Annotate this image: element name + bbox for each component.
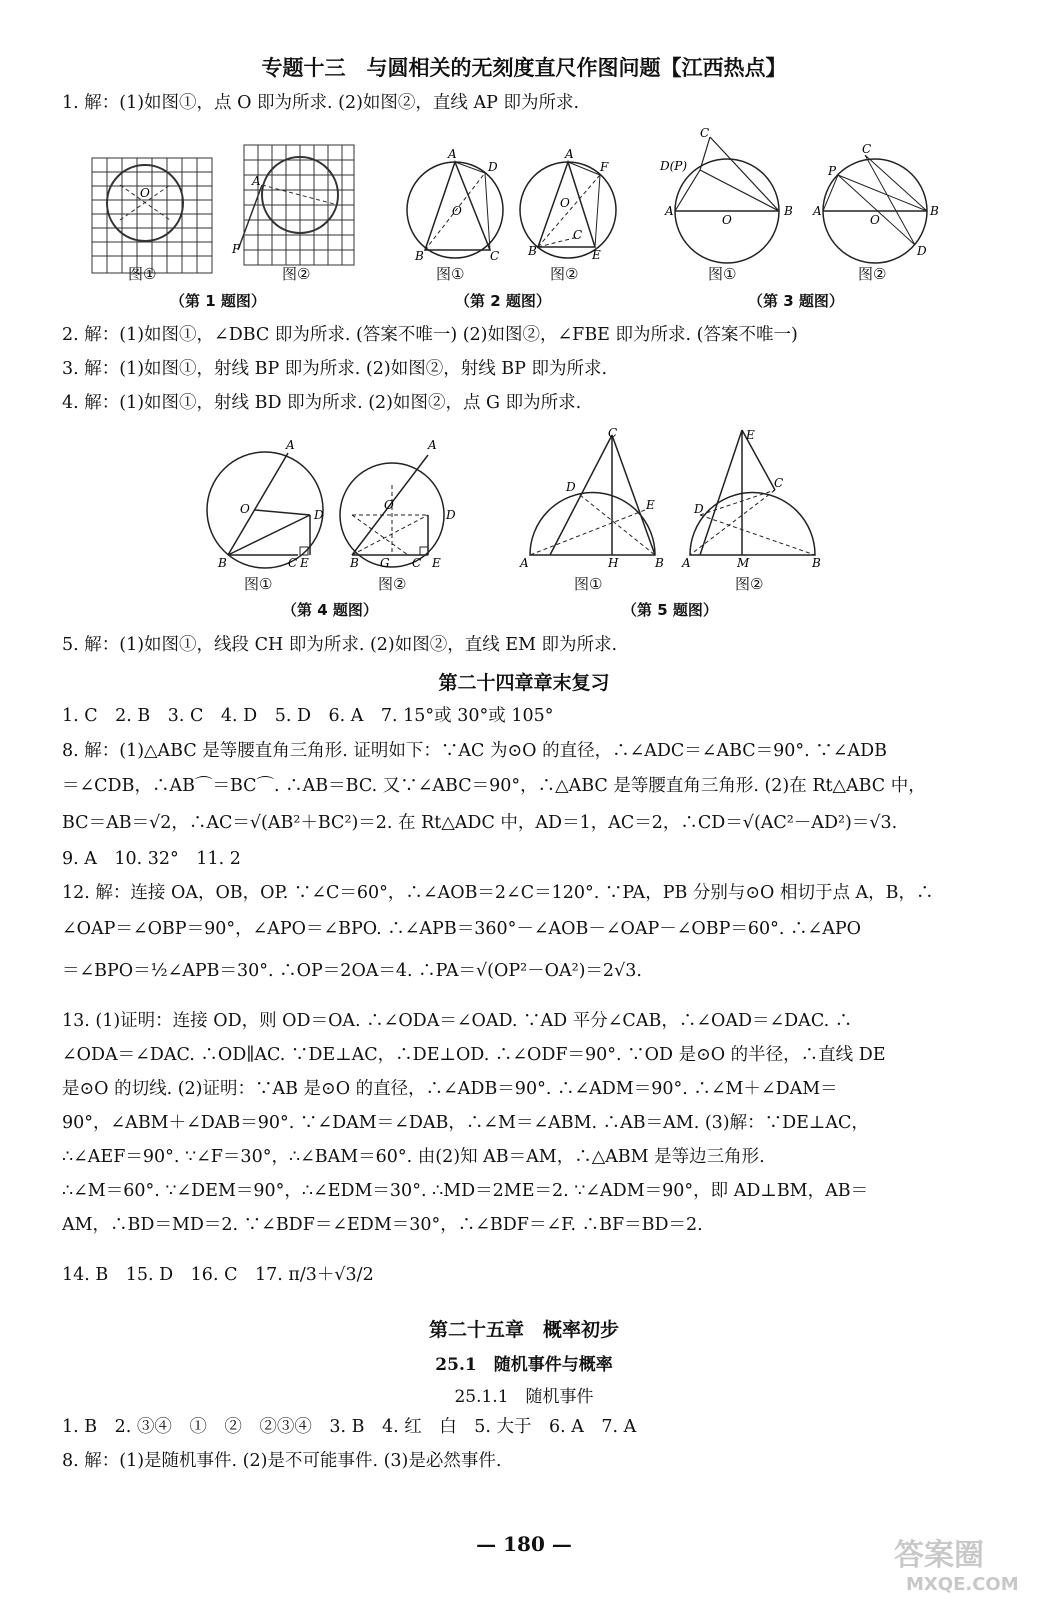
figure-caption: 图① xyxy=(574,575,603,593)
circle-figure-6 xyxy=(823,155,927,263)
svg-text:A: A xyxy=(286,438,295,452)
answer-line: ∴∠AEF＝90°. ∵∠F＝30°，∴∠BAM＝60°. 由(2)知 AB＝AM，∴△ABM 是等边三角形. xyxy=(62,1147,765,1167)
svg-text:H: H xyxy=(608,556,619,570)
svg-text:D: D xyxy=(446,508,456,522)
answer-line: 1. B 2. ③④ ① ② ②③④ 3. B 4. 红 白 5. 大于 6. A 7. A xyxy=(62,1417,637,1437)
svg-text:D(P): D(P) xyxy=(660,159,688,173)
svg-text:C: C xyxy=(862,142,872,156)
answer-line: 5. 解：(1)如图①，线段 CH 即为所求. (2)如图②，直线 EM 即为所求. xyxy=(62,635,618,655)
svg-text:答案圈: 答案圈 xyxy=(894,1538,984,1573)
svg-text:P: P xyxy=(828,164,837,178)
svg-text:B: B xyxy=(930,204,939,218)
subsection-title: 25.1.1 随机事件 xyxy=(454,1387,594,1407)
svg-text:D: D xyxy=(566,480,576,494)
svg-text:M: M xyxy=(737,556,750,570)
svg-text:A: A xyxy=(448,147,457,161)
svg-text:D: D xyxy=(314,508,324,522)
answer-line: 9. A 10. 32° 11. 2 xyxy=(62,849,241,869)
section-title: 第二十四章章末复习 xyxy=(438,672,610,694)
svg-text:O: O xyxy=(140,186,150,200)
answer-line: 3. 解：(1)如图①，射线 BP 即为所求. (2)如图②，射线 BP 即为所求. xyxy=(62,359,608,379)
figure-caption: 图① xyxy=(436,265,465,283)
svg-text:E: E xyxy=(432,556,441,570)
answer-line: 2. 解：(1)如图①，∠DBC 即为所求. (答案不唯一) (2)如图②，∠FBE 即为所求. (答案不唯一) xyxy=(62,325,798,345)
svg-text:O: O xyxy=(452,204,462,218)
svg-text:A: A xyxy=(682,556,691,570)
svg-text:A: A xyxy=(565,147,574,161)
page-number: — 180 — xyxy=(476,1532,572,1556)
svg-text:O: O xyxy=(384,498,394,512)
answer-line: 8. 解：(1)△ABC 是等腰直角三角形. 证明如下：∵AC 为⊙O 的直径，∴∠ADC＝∠ABC＝90°. ∵∠ADB xyxy=(62,741,888,761)
svg-text:P: P xyxy=(232,242,241,256)
svg-text:C: C xyxy=(774,476,784,490)
watermark-logo xyxy=(886,1530,1036,1595)
group-caption: （第 2 题图） xyxy=(455,292,551,310)
group-caption: （第 1 题图） xyxy=(170,292,266,310)
group-caption: （第 4 题图） xyxy=(282,601,378,619)
svg-text:O: O xyxy=(560,196,570,210)
group-caption: （第 5 题图） xyxy=(622,601,718,619)
svg-text:O: O xyxy=(870,213,880,227)
svg-text:A: A xyxy=(520,556,529,570)
svg-text:E: E xyxy=(300,556,309,570)
answer-line: 1. C 2. B 3. C 4. D 5. D 6. A 7. 15°或 30°或 105° xyxy=(62,706,554,726)
svg-text:C: C xyxy=(490,249,500,263)
svg-text:B: B xyxy=(528,244,537,258)
figure-row-1 xyxy=(0,125,1048,315)
svg-text:MXQE.COM: MXQE.COM xyxy=(906,1574,1019,1595)
svg-text:F: F xyxy=(600,160,609,174)
circle-figure-7 xyxy=(207,452,323,568)
answer-line: ∠ODA＝∠DAC. ∴OD∥AC. ∵DE⊥AC，∴DE⊥OD. ∴∠ODF＝90°. ∵OD 是⊙O 的半径，∴直线 DE xyxy=(62,1045,886,1065)
section-title: 第二十五章 概率初步 xyxy=(428,1319,619,1341)
page-title: 专题十三 与圆相关的无刻度直尺作图问题【江西热点】 xyxy=(261,55,787,80)
svg-text:B: B xyxy=(784,204,793,218)
figure-caption: 图② xyxy=(735,575,764,593)
svg-text:C: C xyxy=(608,426,618,440)
figure-caption: 图① xyxy=(244,575,273,593)
svg-text:A: A xyxy=(252,174,261,188)
answer-line: 14. B 15. D 16. C 17. π/3＋√3/2 xyxy=(62,1265,374,1285)
svg-text:A: A xyxy=(428,438,437,452)
figure-caption: 图② xyxy=(378,575,407,593)
answer-line: ∴∠M＝60°. ∵∠DEM＝90°，∴∠EDM＝30°. ∴MD＝2ME＝2. ∵∠ADM＝90°，即 AD⊥BM，AB＝ xyxy=(62,1181,869,1201)
semicircle-figure-9 xyxy=(530,435,655,555)
answer-line: BC＝AB＝√2，∴AC＝√(AB²＋BC²)＝2. 在 Rt△ADC 中，AD＝1，AC＝2，∴CD＝√(AC²－AD²)＝√3. xyxy=(62,813,898,833)
figure-caption: 图② xyxy=(858,265,887,283)
figure-caption: 图② xyxy=(282,265,311,283)
svg-text:O: O xyxy=(240,502,250,516)
svg-text:B: B xyxy=(218,556,227,570)
grid-figure-2 xyxy=(238,145,354,265)
svg-text:E: E xyxy=(646,498,655,512)
answer-line: 13. (1)证明：连接 OD，则 OD＝OA. ∴∠ODA＝∠OAD. ∵AD 平分∠CAB，∴∠OAD＝∠DAC. ∴ xyxy=(62,1011,853,1031)
figure-caption: 图① xyxy=(708,265,737,283)
circle-figure-5 xyxy=(675,137,779,263)
figure-caption: 图② xyxy=(550,265,579,283)
svg-text:G: G xyxy=(380,556,390,570)
svg-text:A: A xyxy=(813,204,822,218)
semicircle-figure-10 xyxy=(690,430,815,555)
answer-line: ＝∠CDB，∴AB⌒＝BC⌒. ∴AB＝BC. 又∵∠ABC＝90°，∴△ABC 是等腰直角三角形. (2)在 Rt△ABC 中， xyxy=(62,776,926,796)
figure-row-2-drawings xyxy=(0,425,1048,625)
svg-text:B: B xyxy=(350,556,359,570)
svg-text:D: D xyxy=(694,502,704,516)
svg-text:C: C xyxy=(573,228,583,242)
figure-caption: 图① xyxy=(128,265,157,283)
figure-row-2 xyxy=(0,425,1048,625)
svg-text:E: E xyxy=(592,248,601,262)
answer-line: 1. 解：(1)如图①，点 O 即为所求. (2)如图②，直线 AP 即为所求. xyxy=(62,93,580,113)
svg-text:B: B xyxy=(655,556,664,570)
subsection-title: 25.1 随机事件与概率 xyxy=(435,1355,613,1375)
svg-text:C: C xyxy=(288,556,298,570)
answer-line: 12. 解：连接 OA，OB，OP. ∵∠C＝60°，∴∠AOB＝2∠C＝120°. ∵PA，PB 分别与⊙O 相切于点 A，B，∴ xyxy=(62,883,934,903)
svg-text:E: E xyxy=(746,428,755,442)
svg-text:C: C xyxy=(412,556,422,570)
svg-text:A: A xyxy=(665,204,674,218)
answer-line: 是⊙O 的切线. (2)证明：∵AB 是⊙O 的直径，∴∠ADB＝90°. ∴∠ADM＝90°. ∴∠M＋∠DAM＝ xyxy=(62,1079,838,1099)
answer-line: 4. 解：(1)如图①，射线 BD 即为所求. (2)如图②，点 G 即为所求. xyxy=(62,393,582,413)
answer-line: ＝∠BPO＝½∠APB＝30°. ∴OP＝2OA＝4. ∴PA＝√(OP²－OA²)＝2√3. xyxy=(62,961,642,981)
svg-text:D: D xyxy=(488,160,498,174)
answer-line: AM，∴BD＝MD＝2. ∵∠BDF＝∠EDM＝30°，∴∠BDF＝∠F. ∴BF＝BD＝2. xyxy=(62,1215,703,1235)
svg-text:B: B xyxy=(415,249,424,263)
answer-line: ∠OAP＝∠OBP＝90°，∠APO＝∠BPO. ∴∠APB＝360°－∠AOB－∠OAP－∠OBP＝60°. ∴∠APO xyxy=(62,919,861,939)
svg-text:D: D xyxy=(917,244,927,258)
grid-figure-1 xyxy=(92,158,212,273)
svg-text:C: C xyxy=(700,126,710,140)
group-caption: （第 3 题图） xyxy=(748,292,844,310)
answer-line: 8. 解：(1)是随机事件. (2)是不可能事件. (3)是必然事件. xyxy=(62,1451,502,1471)
svg-text:B: B xyxy=(812,556,821,570)
answer-line: 90°，∠ABM＋∠DAB＝90°. ∵∠DAM＝∠DAB，∴∠M＝∠ABM. ∴AB＝AM. (3)解：∵DE⊥AC， xyxy=(62,1113,869,1133)
svg-text:O: O xyxy=(722,213,732,227)
figure-row-1-drawings xyxy=(0,125,1048,315)
